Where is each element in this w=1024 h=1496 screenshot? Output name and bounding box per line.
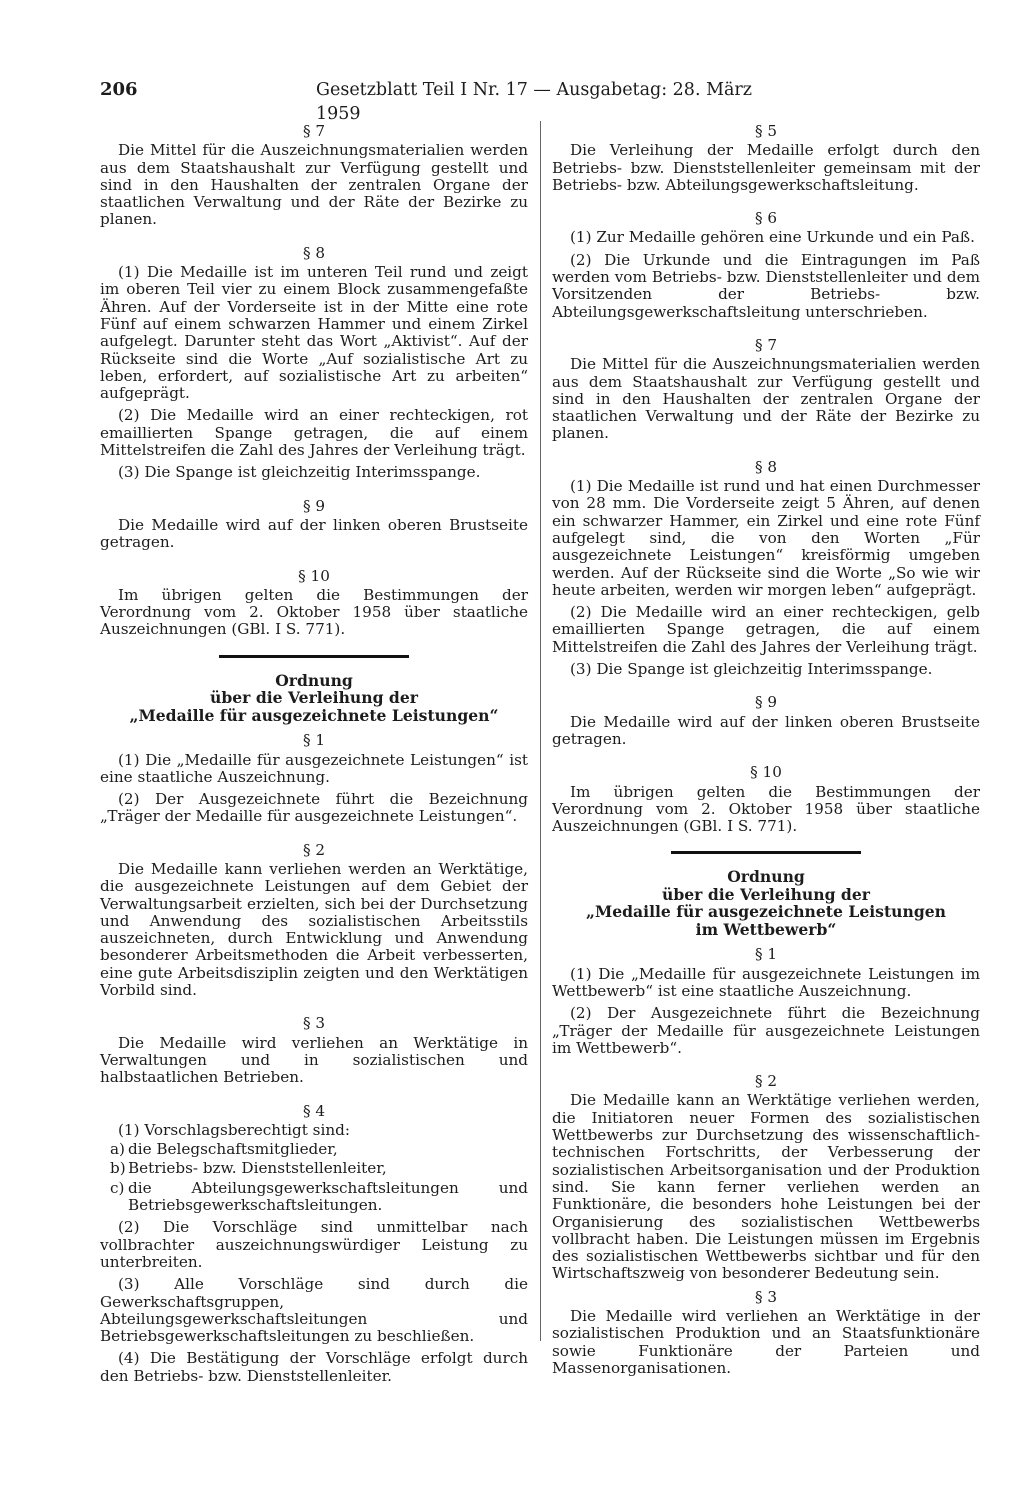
- list-item-text: die Belegschaftsmitglieder,: [128, 1140, 338, 1159]
- section-paragraph: (2) Die Urkunde und die Eintragungen im Paß werden vom Betriebs- bzw. Dienststellenleiter und dem Vorsitzenden der Betriebs- bzw. Abteilungsgewerkschaftsleitung unterschrieben.: [552, 250, 980, 321]
- section-heading: § 2: [302, 840, 326, 859]
- separator-rule: [671, 851, 861, 854]
- left-column: [100, 121, 528, 1385]
- section-paragraph: (2) Die Vorschläge sind unmittelbar nach vollbrachter auszeichnungswürdiger Leistung zu unterbreiten.: [100, 1218, 528, 1271]
- ordnung-title-line: über die Verleihung der: [210, 688, 418, 708]
- ordnung-title: [552, 868, 980, 938]
- section-text: Die Verleihung der Medaille erfolgt durch den Betriebs- bzw. Dienststellenleiter gemeinsam mit der Betriebs- bzw. Abteilungsgewerkschaftsleitung.: [552, 141, 980, 194]
- section-text: Die Medaille wird verliehen an Werktätige in der sozialistischen Produktion und an Staatsfunktionäre sowie Funktionäre der Parteien und Massenorganisationen.: [552, 1307, 980, 1377]
- section-heading: § 8: [754, 457, 778, 476]
- list-item-text: Betriebs- bzw. Dienststellenleiter,: [128, 1159, 387, 1178]
- section-paragraph: (1) Vorschlagsberechtigt sind:: [118, 1120, 350, 1139]
- section-heading: § 5: [754, 122, 778, 140]
- column-divider: [540, 121, 541, 1341]
- section-heading: § 3: [302, 1014, 326, 1033]
- ordnung-title-line: „Medaille für ausgezeichnete Leistungen: [586, 902, 946, 922]
- ordnung-title: [100, 672, 528, 725]
- list-item-label: b): [110, 1159, 126, 1178]
- section-heading: § 1: [302, 731, 326, 750]
- section-paragraph: (3) Die Spange ist gleichzeitig Interimsspange.: [570, 660, 933, 679]
- ordnung-title-line: im Wettbewerb“: [695, 919, 837, 939]
- section-text: Die Medaille wird auf der linken oberen Brustseite getragen.: [552, 712, 980, 748]
- section-paragraph: (2) Der Ausgezeichnete führt die Bezeichnung „Träger der Medaille für ausgezeichnete Leistungen im Wettbewerb“.: [552, 1004, 980, 1057]
- section-text: Die Medaille wird verliehen an Werktätige in Verwaltungen und in sozialistischen und halbstaatlichen Betrieben.: [100, 1033, 528, 1087]
- section-paragraph: (1) Die „Medaille für ausgezeichnete Leistungen im Wettbewerb“ ist eine staatliche Auszeichnung.: [552, 964, 980, 1000]
- list-item: [100, 1180, 528, 1215]
- section-heading: § 6: [754, 209, 778, 228]
- section-heading: § 2: [754, 1072, 778, 1091]
- section-text: Die Mittel für die Auszeichnungsmaterialien werden aus dem Staatshaushalt zur Verfügung gestellt und sind in den Haushalten der zentralen Organe der staatlichen Verwaltung und der Räte der Bezirke zu planen.: [100, 141, 528, 229]
- section-heading: § 7: [302, 122, 326, 140]
- section-text: Im übrigen gelten die Bestimmungen der Verordnung vom 2. Oktober 1958 über staatliche Auszeichnungen (GBl. I S. 771).: [100, 585, 528, 639]
- list-item-label: c): [110, 1178, 125, 1197]
- section-text: Die Mittel für die Auszeichnungsmaterialien werden aus dem Staatshaushalt zur Verfügung gestellt und sind in den Haushalten der zentralen Organe der staatlichen Verwaltung und der Räte der Bezirke zu planen.: [552, 355, 980, 443]
- list-item: [100, 1160, 528, 1177]
- section-text: Die Medaille kann verliehen werden an Werktätige, die ausgezeichnete Leistungen auf dem Gebiet der Verwaltungsarbeit erzielten, sich bei der Durchsetzung und Anwendung des sozialistischen Arbeitsstils auszeichneten, durch Entwicklung und Anwendung besonderer Arbeitsmethoden die Arbeit verbesserten, eine gute Arbeitsdisziplin zeigten und den Werktätigen Vorbild sind.: [100, 860, 528, 1000]
- section-text: Die Medaille wird auf der linken oberen Brustseite getragen.: [100, 515, 528, 552]
- section-text: Die Medaille kann an Werktätige verliehen werden, die Initiatoren neuer Formen des sozialistischen Wettbewerbs zur Durchsetzung des wissenschaftlich-technischen Fortschritts, der Verbesserung der sozialistischen Arbeitsorganisation und der Produktion sind. Sie kann ferner verliehen werden an Funktionäre, die besonders hohe Leistungen bei der Organisierung des sozialistischen Wettbewerbs vollbracht haben. Die Leistungen müssen im Ergebnis des sozialistischen Wettbewerbs sichtbar und für den Wirtschaftszweig von besonderer Bedeutung sein.: [552, 1091, 980, 1283]
- section-text: Im übrigen gelten die Bestimmungen der Verordnung vom 2. Oktober 1958 über staatliche Auszeichnungen (GBl. I S. 771).: [552, 782, 980, 836]
- section-paragraph: (1) Zur Medaille gehören eine Urkunde und ein Paß.: [570, 228, 975, 247]
- ordnung-title-line: Ordnung: [727, 867, 805, 887]
- section-heading: § 4: [302, 1101, 326, 1120]
- section-paragraph: (2) Die Medaille wird an einer rechteckigen, gelb emaillierten Spange getragen, die auf einem Mittelstreifen die Zahl des Jahres der Verleihung trägt.: [552, 603, 980, 656]
- list-item-label: a): [110, 1140, 125, 1159]
- running-title: Gesetzblatt Teil I Nr. 17 — Ausgabetag: 28. März 1959: [316, 80, 753, 124]
- section-heading: § 3: [754, 1287, 778, 1306]
- list-item: [100, 1141, 528, 1158]
- page-number: 206: [100, 79, 138, 100]
- section-paragraph: (1) Die „Medaille für ausgezeichnete Leistungen“ ist eine staatliche Auszeichnung.: [100, 750, 528, 786]
- section-heading: § 9: [302, 496, 326, 515]
- right-column: [552, 121, 980, 1377]
- ordnung-title-line: über die Verleihung der: [662, 884, 870, 904]
- section-paragraph: (4) Die Bestätigung der Vorschläge erfolgt durch den Betriebs- bzw. Dienststellenleiter.: [100, 1349, 528, 1385]
- section-paragraph: (2) Die Medaille wird an einer rechteckigen, rot emaillierten Spange getragen, die auf einem Mittelstreifen die Zahl des Jahres der Verleihung trägt.: [100, 406, 528, 460]
- ordnung-title-line: „Medaille für ausgezeichnete Leistungen“: [129, 705, 499, 725]
- section-heading: § 10: [298, 566, 330, 585]
- section-heading: § 8: [302, 243, 326, 262]
- section-paragraph: (1) Die Medaille ist im unteren Teil rund und zeigt im oberen Teil vier zu einem Block zusammengefaßte Ähren. Auf der Vorderseite ist in der Mitte eine rote Fünf auf einem schwarzen Hammer und einem Zirkel aufgelegt. Darunter steht das Wort „Aktivist“. Auf der Rückseite sind die Worte „Auf sozialistische Art zu leben, erfordert, auf sozialistische Art zu arbeiten“ aufgeprägt.: [100, 263, 528, 403]
- section-heading: § 7: [754, 335, 778, 354]
- list-item-text: die Abteilungsgewerkschaftsleitungen und Betriebsgewerkschaftsleitungen.: [128, 1178, 528, 1215]
- ordnung-title-line: Ordnung: [275, 670, 353, 690]
- section-heading: § 10: [750, 763, 782, 782]
- section-paragraph: (3) Die Spange ist gleichzeitig Interimsspange.: [118, 463, 481, 482]
- page-header: [100, 78, 785, 124]
- section-heading: § 1: [754, 945, 778, 964]
- separator-rule: [219, 655, 409, 658]
- section-heading: § 9: [754, 693, 778, 712]
- section-paragraph: (3) Alle Vorschläge sind durch die Gewerkschaftsgruppen, Abteilungsgewerkschaftsleitungen und Betriebsgewerkschaftsleitungen zu beschließen.: [100, 1275, 528, 1346]
- section-paragraph: (1) Die Medaille ist rund und hat einen Durchmesser von 28 mm. Die Vorderseite zeigt 5 Ähren, auf denen ein schwarzer Hammer, ein Zirkel und eine rote Fünf aufgelegt sind, die von den Worten „Für ausgezeichnete Leistungen“ kreisförmig umgeben werden. Auf der Rückseite sind die Worte „So wie wir heute arbeiten, werden wir morgen leben“ aufgeprägt.: [552, 477, 980, 599]
- section-paragraph: (2) Der Ausgezeichnete führt die Bezeichnung „Träger der Medaille für ausgezeichnete Leistungen“.: [100, 790, 528, 826]
